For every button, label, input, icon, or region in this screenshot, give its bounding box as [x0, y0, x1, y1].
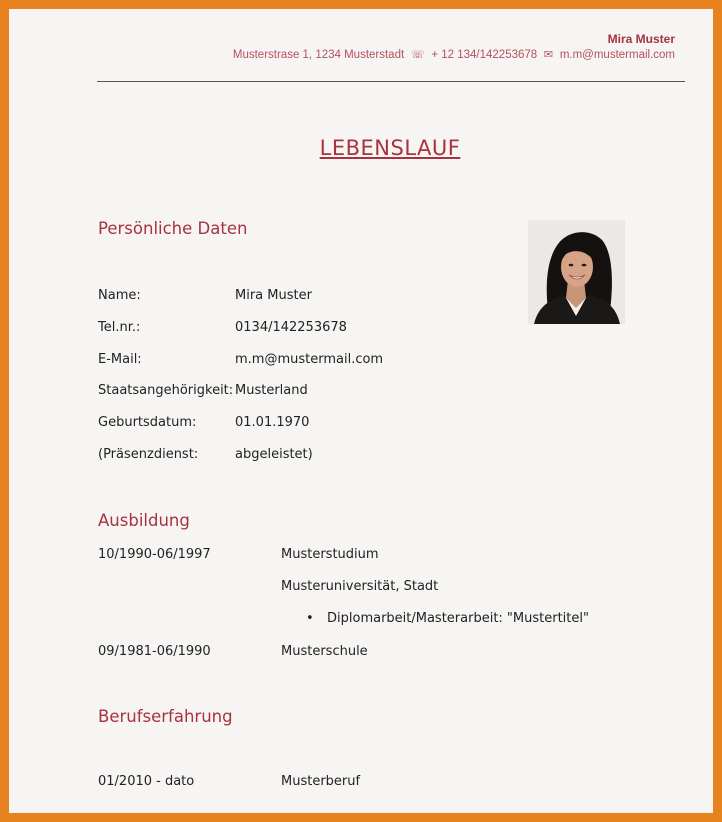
field-label: Name: [98, 288, 141, 303]
header-email: m.m@mustermail.com [559, 49, 675, 61]
date-range: 09/1981-06/1990 [98, 644, 211, 659]
date-range: 10/1990-06/1997 [98, 547, 211, 562]
entry-title: Musterstudium [281, 547, 379, 562]
cv-page [9, 9, 713, 813]
header-divider [97, 81, 685, 82]
entry-title: Musterberuf [281, 774, 361, 789]
phone-icon: ☏ [407, 48, 429, 61]
header-phone: + 12 134/142253678 [431, 49, 538, 61]
header-contact-line [233, 47, 675, 63]
envelope-icon: ✉ [540, 48, 557, 61]
profile-photo-image [528, 220, 625, 324]
header-name: Mira Muster [607, 32, 675, 46]
section-heading-experience: Berufserfahrung [98, 707, 233, 726]
field-value: 01.01.1970 [235, 415, 310, 430]
field-value: abgeleistet) [235, 447, 313, 462]
field-label: (Präsenzdienst: [98, 447, 199, 462]
field-label: E-Mail: [98, 352, 142, 367]
entry-title: Musteruniversität, Stadt [281, 579, 439, 594]
field-label: Staatsangehörigkeit: [98, 383, 234, 398]
letterhead [233, 32, 675, 63]
field-label: Tel.nr.: [98, 320, 141, 335]
profile-photo [528, 220, 625, 324]
date-range: 01/2010 - dato [98, 774, 195, 789]
field-label: Geburtsdatum: [98, 415, 197, 430]
section-heading-education: Ausbildung [98, 511, 190, 530]
field-value: 0134/142253678 [235, 320, 347, 335]
header-address: Musterstrase 1, 1234 Musterstadt [232, 49, 405, 61]
field-value: Mira Muster [235, 288, 312, 303]
section-heading-personal: Persönliche Daten [98, 219, 248, 238]
bullet-text: Diplomarbeit/Masterarbeit: "Mustertitel" [327, 611, 589, 626]
document-title: LEBENSLAUF [319, 136, 461, 160]
bullet-icon: • [306, 611, 314, 626]
entry-title: Musterschule [281, 644, 368, 659]
field-value: Musterland [235, 383, 308, 398]
field-value: m.m@mustermail.com [235, 352, 384, 367]
